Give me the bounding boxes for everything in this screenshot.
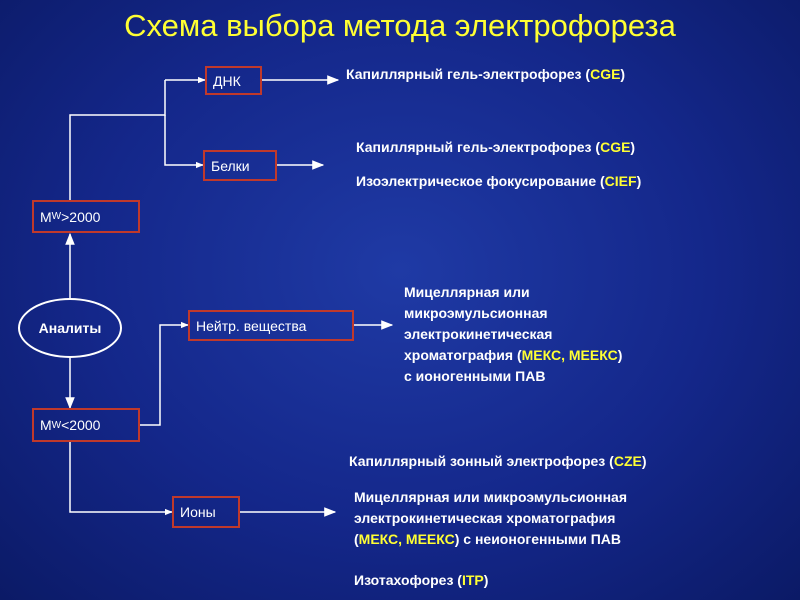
node-analytes-label: Аналиты [38,320,102,336]
method-neutral-meks [404,282,622,387]
method-ions-meks [354,487,627,550]
method-acronym: ITP [461,572,484,588]
method-text: Капиллярный зонный электрофорез ( [349,453,614,469]
method-line: электрокинетическая хроматография [354,510,616,526]
node-proteins-label: Белки [211,157,250,174]
method-text: хроматография ( [404,347,522,363]
method-acronym: CGE [600,139,631,155]
method-text-end: ) [620,66,626,82]
node-proteins [203,150,277,181]
method-acronym: МЕКС, МЕЕКС [521,347,618,363]
method-ions-cze [349,451,647,472]
method-line: электрокинетическая [404,326,553,342]
method-acronym: CGE [590,66,621,82]
node-mw-high [32,200,140,233]
method-acronym: CIEF [604,173,637,189]
node-neutral [188,310,354,341]
method-text-end: ) с неионогенными ПАВ [454,531,621,547]
method-line [404,345,622,366]
method-line [354,529,627,550]
method-text: Капиллярный гель-электрофорез ( [346,66,591,82]
method-proteins-cief [356,171,641,192]
node-ions-label: Ионы [180,504,216,520]
mw-high-m: M [40,208,52,225]
method-text-end: ) [641,453,647,469]
method-acronym: CZE [613,453,642,469]
method-text-end: ) [630,139,636,155]
arrow-to-ions [70,442,172,512]
method-text: Капиллярный гель-электрофорез ( [356,139,601,155]
node-neutral-label: Нейтр. вещества [196,317,307,334]
method-line: микроэмульсионная [404,305,548,321]
method-text: Изоэлектрическое фокусирование ( [356,173,605,189]
method-dna-cge [346,64,625,85]
mw-high-cond: >2000 [61,208,101,225]
node-ions [172,496,240,528]
method-text-end: ) [636,173,642,189]
method-text: ( [354,531,359,547]
method-line: Мицеллярная или [404,284,530,300]
page-title: Схема выбора метода электрофореза [124,8,676,43]
mw-low-sub: W [51,419,62,431]
node-dna [205,66,262,95]
arrow-to-neutral [140,325,188,425]
node-mw-low [32,408,140,442]
method-line: Мицеллярная или микроэмульсионная [354,489,627,505]
mw-low-m: M [40,417,52,433]
line-mw-high-trunk [70,80,165,200]
method-text-end: ) [617,347,623,363]
method-ions-itp [354,570,488,591]
mw-high-sub: W [51,211,62,222]
method-acronym: МЕКС, МЕЕКС [358,531,455,547]
method-line: с ионогенными ПАВ [404,368,546,384]
mw-low-cond: <2000 [61,417,101,433]
method-text-end: ) [483,572,489,588]
node-dna-label: ДНК [213,72,241,89]
method-text: Изотахофорез ( [354,572,462,588]
arrow-to-proteins [165,115,203,165]
method-proteins-cge [356,137,635,158]
node-analytes [18,298,122,358]
